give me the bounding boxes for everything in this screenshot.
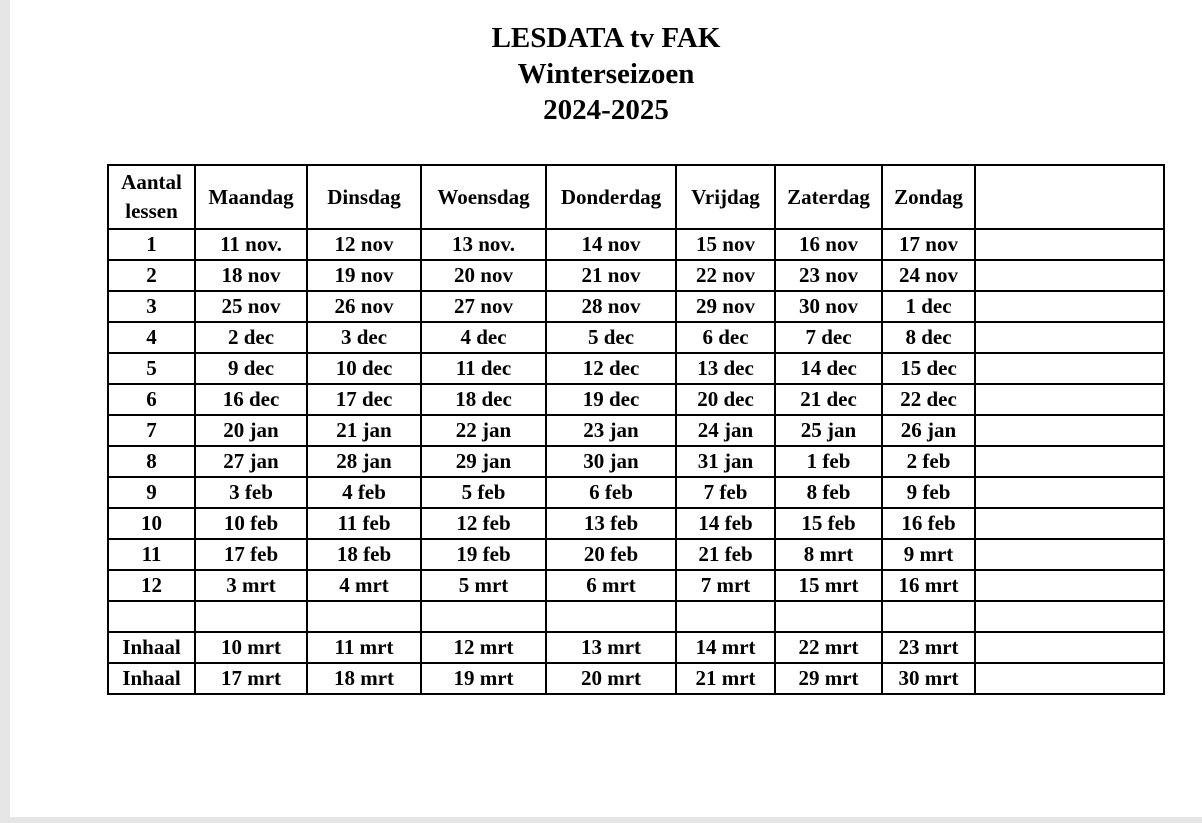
date-cell: 16 dec xyxy=(195,384,307,415)
date-cell: 17 feb xyxy=(195,539,307,570)
header-lesson-count-line2: lessen xyxy=(125,199,178,223)
date-cell xyxy=(546,601,676,632)
header-day: Zaterdag xyxy=(775,165,882,229)
date-cell: 4 feb xyxy=(307,477,421,508)
row-lesson-number: 8 xyxy=(108,446,195,477)
table-row xyxy=(108,415,1164,446)
header-day: Donderdag xyxy=(546,165,676,229)
row-lesson-number: 3 xyxy=(108,291,195,322)
date-cell xyxy=(421,601,546,632)
table-row xyxy=(108,477,1164,508)
date-cell: 15 dec xyxy=(882,353,975,384)
date-cell: 18 nov xyxy=(195,260,307,291)
row-lesson-number: Inhaal xyxy=(108,632,195,663)
date-cell xyxy=(975,229,1164,260)
date-cell: 20 dec xyxy=(676,384,775,415)
row-lesson-number: 11 xyxy=(108,539,195,570)
header-day: Maandag xyxy=(195,165,307,229)
table-row xyxy=(108,384,1164,415)
row-lesson-number: 1 xyxy=(108,229,195,260)
date-cell: 12 feb xyxy=(421,508,546,539)
date-cell: 24 jan xyxy=(676,415,775,446)
table-row xyxy=(108,539,1164,570)
date-cell: 17 mrt xyxy=(195,663,307,694)
date-cell: 9 dec xyxy=(195,353,307,384)
date-cell xyxy=(195,601,307,632)
date-cell: 16 mrt xyxy=(882,570,975,601)
row-lesson-number: 5 xyxy=(108,353,195,384)
date-cell xyxy=(975,663,1164,694)
date-cell: 5 feb xyxy=(421,477,546,508)
date-cell: 14 nov xyxy=(546,229,676,260)
date-cell: 21 nov xyxy=(546,260,676,291)
date-cell: 15 feb xyxy=(775,508,882,539)
row-lesson-number: 9 xyxy=(108,477,195,508)
date-cell: 18 mrt xyxy=(307,663,421,694)
date-cell xyxy=(975,601,1164,632)
date-cell: 8 mrt xyxy=(775,539,882,570)
date-cell: 10 feb xyxy=(195,508,307,539)
date-cell: 1 feb xyxy=(775,446,882,477)
date-cell: 19 feb xyxy=(421,539,546,570)
date-cell: 30 nov xyxy=(775,291,882,322)
date-cell: 19 nov xyxy=(307,260,421,291)
date-cell: 28 jan xyxy=(307,446,421,477)
date-cell: 10 mrt xyxy=(195,632,307,663)
table-row xyxy=(108,260,1164,291)
date-cell: 28 nov xyxy=(546,291,676,322)
date-cell: 31 jan xyxy=(676,446,775,477)
date-cell xyxy=(975,384,1164,415)
date-cell xyxy=(975,477,1164,508)
date-cell: 11 dec xyxy=(421,353,546,384)
date-cell: 21 mrt xyxy=(676,663,775,694)
date-cell: 26 nov xyxy=(307,291,421,322)
date-cell: 21 jan xyxy=(307,415,421,446)
date-cell: 7 mrt xyxy=(676,570,775,601)
date-cell: 20 jan xyxy=(195,415,307,446)
date-cell xyxy=(975,291,1164,322)
header-day: Vrijdag xyxy=(676,165,775,229)
date-cell: 19 mrt xyxy=(421,663,546,694)
date-cell xyxy=(775,601,882,632)
document-subtitle: Winterseizoen xyxy=(517,58,695,90)
document-season: 2024-2025 xyxy=(543,94,669,126)
date-cell: 27 jan xyxy=(195,446,307,477)
date-cell xyxy=(307,601,421,632)
date-cell: 24 nov xyxy=(882,260,975,291)
date-cell: 1 dec xyxy=(882,291,975,322)
table-row xyxy=(108,570,1164,601)
date-cell: 22 mrt xyxy=(775,632,882,663)
table-row xyxy=(108,229,1164,260)
table-row xyxy=(108,291,1164,322)
header-day: Woensdag xyxy=(421,165,546,229)
date-cell: 5 dec xyxy=(546,322,676,353)
date-cell: 4 dec xyxy=(421,322,546,353)
date-cell: 20 feb xyxy=(546,539,676,570)
date-cell: 25 jan xyxy=(775,415,882,446)
date-cell: 13 dec xyxy=(676,353,775,384)
header-day: Dinsdag xyxy=(307,165,421,229)
date-cell: 4 mrt xyxy=(307,570,421,601)
date-cell xyxy=(975,632,1164,663)
date-cell: 15 nov xyxy=(676,229,775,260)
date-cell: 8 feb xyxy=(775,477,882,508)
date-cell: 26 jan xyxy=(882,415,975,446)
date-cell: 2 dec xyxy=(195,322,307,353)
date-cell: 7 dec xyxy=(775,322,882,353)
date-cell: 18 feb xyxy=(307,539,421,570)
date-cell: 23 jan xyxy=(546,415,676,446)
date-cell: 17 nov xyxy=(882,229,975,260)
date-cell: 20 mrt xyxy=(546,663,676,694)
date-cell: 22 jan xyxy=(421,415,546,446)
table-row xyxy=(108,508,1164,539)
row-lesson-number: Inhaal xyxy=(108,663,195,694)
date-cell: 6 feb xyxy=(546,477,676,508)
date-cell: 12 mrt xyxy=(421,632,546,663)
date-cell: 29 nov xyxy=(676,291,775,322)
date-cell: 16 nov xyxy=(775,229,882,260)
date-cell: 7 feb xyxy=(676,477,775,508)
table-row xyxy=(108,353,1164,384)
header-lesson-count xyxy=(108,165,195,229)
header-day: Zondag xyxy=(882,165,975,229)
date-cell xyxy=(975,353,1164,384)
date-cell: 3 feb xyxy=(195,477,307,508)
table-row xyxy=(108,446,1164,477)
date-cell: 15 mrt xyxy=(775,570,882,601)
date-cell: 11 nov. xyxy=(195,229,307,260)
date-cell xyxy=(975,415,1164,446)
date-cell: 2 feb xyxy=(882,446,975,477)
date-cell: 10 dec xyxy=(307,353,421,384)
date-cell: 30 jan xyxy=(546,446,676,477)
date-cell: 25 nov xyxy=(195,291,307,322)
date-cell: 3 mrt xyxy=(195,570,307,601)
date-cell: 12 nov xyxy=(307,229,421,260)
row-lesson-number: 4 xyxy=(108,322,195,353)
date-cell: 5 mrt xyxy=(421,570,546,601)
date-cell xyxy=(975,260,1164,291)
document-page xyxy=(10,0,1202,817)
date-cell xyxy=(975,570,1164,601)
schedule-table xyxy=(107,164,1165,695)
row-lesson-number: 12 xyxy=(108,570,195,601)
date-cell: 21 feb xyxy=(676,539,775,570)
date-cell: 19 dec xyxy=(546,384,676,415)
date-cell: 17 dec xyxy=(307,384,421,415)
date-cell: 14 feb xyxy=(676,508,775,539)
date-cell: 23 mrt xyxy=(882,632,975,663)
date-cell: 27 nov xyxy=(421,291,546,322)
row-lesson-number: 6 xyxy=(108,384,195,415)
header-lesson-count-line1: Aantal xyxy=(121,170,182,194)
date-cell: 13 nov. xyxy=(421,229,546,260)
date-cell xyxy=(882,601,975,632)
date-cell xyxy=(676,601,775,632)
date-cell: 14 mrt xyxy=(676,632,775,663)
date-cell: 9 mrt xyxy=(882,539,975,570)
date-cell: 9 feb xyxy=(882,477,975,508)
date-cell: 23 nov xyxy=(775,260,882,291)
date-cell: 13 mrt xyxy=(546,632,676,663)
table-row xyxy=(108,322,1164,353)
document-title: LESDATA tv FAK xyxy=(491,22,721,54)
date-cell: 14 dec xyxy=(775,353,882,384)
date-cell xyxy=(975,508,1164,539)
date-cell: 13 feb xyxy=(546,508,676,539)
date-cell: 11 mrt xyxy=(307,632,421,663)
date-cell: 6 dec xyxy=(676,322,775,353)
date-cell xyxy=(975,539,1164,570)
date-cell: 21 dec xyxy=(775,384,882,415)
date-cell: 16 feb xyxy=(882,508,975,539)
table-row xyxy=(108,663,1164,694)
date-cell: 12 dec xyxy=(546,353,676,384)
row-lesson-number: 10 xyxy=(108,508,195,539)
date-cell: 11 feb xyxy=(307,508,421,539)
row-lesson-number: 7 xyxy=(108,415,195,446)
date-cell: 6 mrt xyxy=(546,570,676,601)
date-cell: 18 dec xyxy=(421,384,546,415)
row-lesson-number xyxy=(108,601,195,632)
table-row xyxy=(108,601,1164,632)
date-cell xyxy=(975,322,1164,353)
date-cell: 30 mrt xyxy=(882,663,975,694)
header-empty xyxy=(975,165,1164,229)
table-row xyxy=(108,632,1164,663)
table-header-row xyxy=(108,165,1164,229)
date-cell: 8 dec xyxy=(882,322,975,353)
date-cell: 22 dec xyxy=(882,384,975,415)
date-cell: 3 dec xyxy=(307,322,421,353)
row-lesson-number: 2 xyxy=(108,260,195,291)
date-cell: 22 nov xyxy=(676,260,775,291)
date-cell: 29 mrt xyxy=(775,663,882,694)
date-cell xyxy=(975,446,1164,477)
date-cell: 20 nov xyxy=(421,260,546,291)
date-cell: 29 jan xyxy=(421,446,546,477)
